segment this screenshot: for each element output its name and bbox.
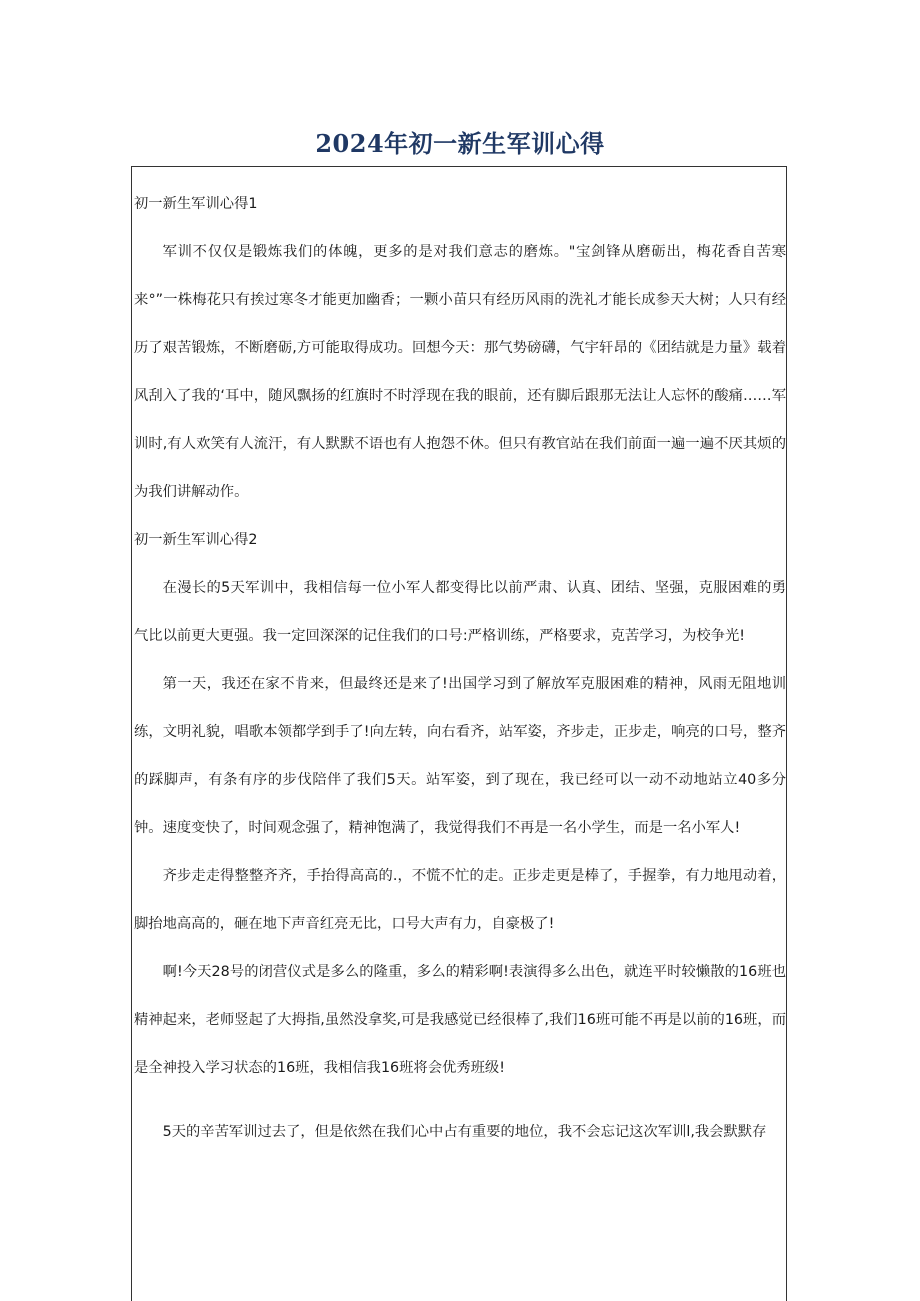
paragraph: 啊!今天28号的闭营仪式是多么的隆重，多么的精彩啊!表演得多么出色，就连平时较懒散的16班也精神起来，老师竖起了大拇指,虽然没拿奖,可是我感觉已经很棒了,我们16班可能不再是以前的16班，而是全神投入学习状态的16班，我相信我16班将会优秀班级!: [134, 964, 786, 1076]
section-heading: 初一新生军训心得1: [134, 196, 258, 212]
paragraph: 军训不仅仅是锻炼我们的体魄，更多的是对我们意志的磨炼。"宝剑锋从磨砺出，梅花香自苦寒来°”一株梅花只有挨过寒冬才能更加幽香；一颗小苗只有经历风雨的洗礼才能长成参天大树；人只有经历了艰苦锻炼，不断磨砺,方可能取得成功。回想今天：那气势磅礴，气宇轩昂的《团结就是力量》载着风刮入了我的‘耳中，随风飘扬的红旗时不时浮现在我的眼前，还有脚后跟那无法让人忘怀的酸痛……军训时,有人欢笑有人流汗，有人默默不语也有人抱怨不休。但只有教官站在我们前面一遍一遍不厌其烦的为我们讲解动作。: [134, 244, 786, 500]
paragraph: 5天的辛苦军训过去了，但是依然在我们心中占有重要的地位，我不会忘记这次军训l,我会默默存: [162, 1124, 767, 1140]
paragraph: 第一天，我还在家不肯来，但最终还是来了!出国学习到了解放军克服困难的精神，风雨无阻地训练，文明礼貌，唱歌本领都学到手了!向左转，向右看齐，站军姿，齐步走，正步走，响亮的口号，整齐的踩脚声，有条有序的步伐陪伴了我们5天。站军姿，到了现在，我已经可以一动不动地站立40多分钟。速度变快了，时间观念强了，精神饱满了，我觉得我们不再是一名小学生，而是一名小军人!: [134, 676, 786, 836]
paragraph: 在漫长的5天军训中，我相信每一位小军人都变得比以前严肃、认真、团结、坚强，克服困难的勇气比以前更大更强。我一定回深深的记住我们的口号:严格训练，严格要求，克苦学习，为校争光!: [134, 580, 786, 644]
document-body: [134, 180, 786, 1156]
section-heading: 初一新生军训心得2: [134, 532, 258, 548]
paragraph: 齐步走走得整整齐齐，手抬得高高的.，不慌不忙的走。正步走更是棒了，手握拳，有力地甩动着，脚抬地高高的，砸在地下声音红亮无比，口号大声有力，自豪极了!: [134, 868, 786, 932]
document-title: 2024年初一新生军训心得: [315, 129, 605, 159]
